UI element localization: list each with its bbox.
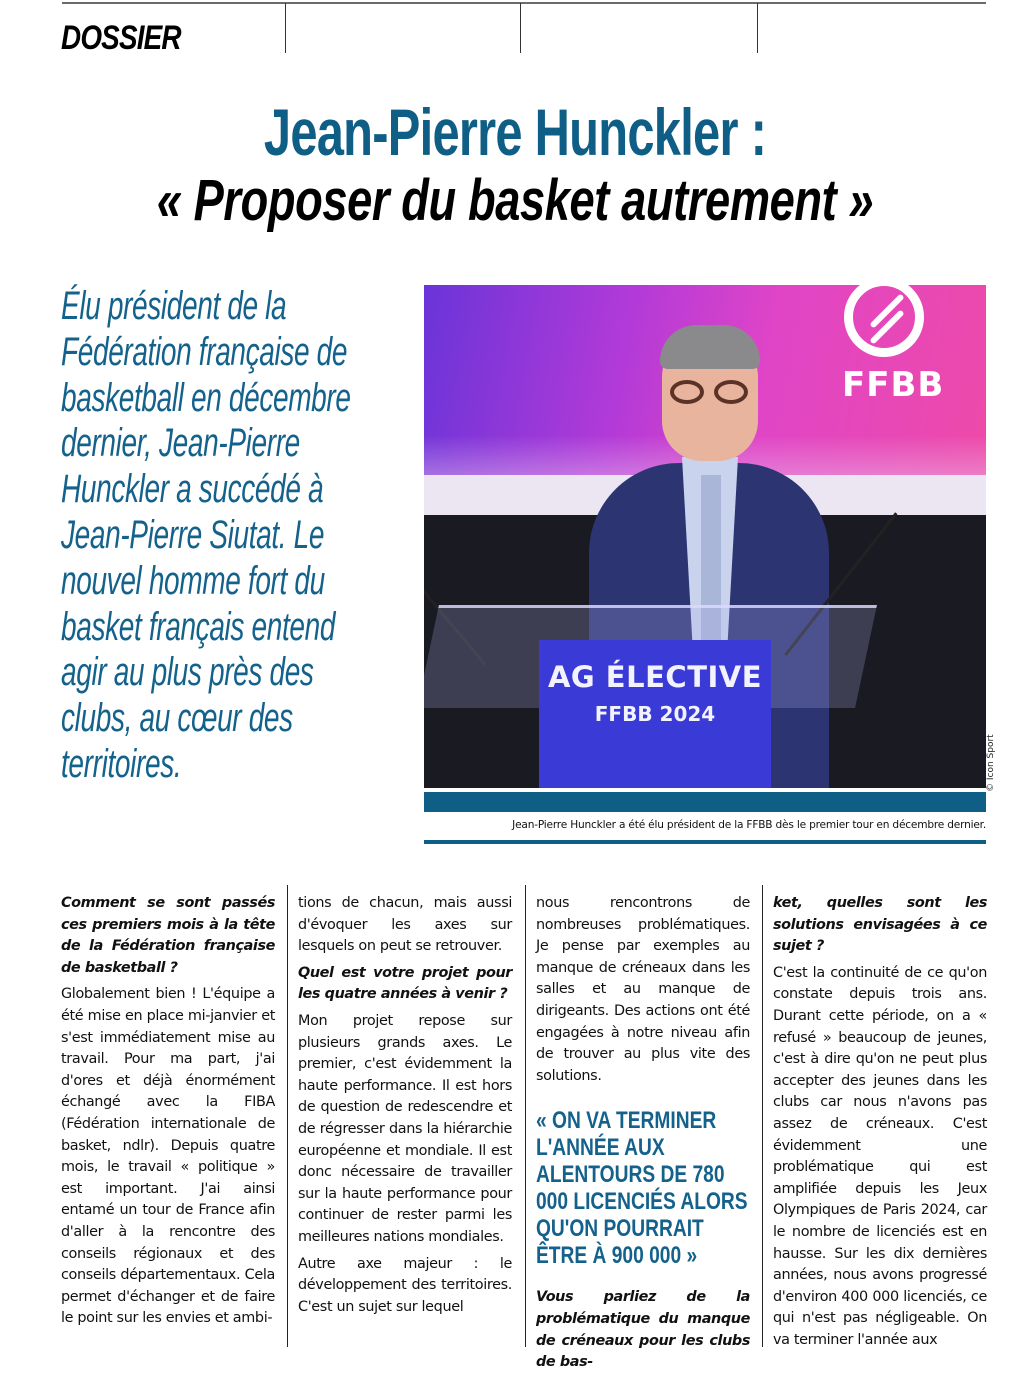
interview-question: Comment se sont passés ces premiers mois à la tête de la Fédération française de basketball ? (61, 895, 275, 976)
lectern-panel (539, 640, 771, 788)
lectern-subtitle: FFBB 2024 (594, 702, 716, 726)
column-divider (287, 885, 288, 1347)
lectern-title: AG ÉLECTIVE (547, 660, 763, 694)
section-label: DOSSIER (61, 19, 181, 57)
interview-question: Quel est votre projet pour les quatre années à venir ? (298, 964, 512, 1003)
glasses-icon (670, 380, 704, 404)
article-column-1 (61, 893, 275, 1335)
interview-answer: tions de chacun, mais aussi d'évoquer les axes sur lesquels on peut se retrouver. (298, 895, 512, 955)
column-divider (525, 885, 526, 1347)
caption-bar (424, 792, 986, 812)
interview-answer: Mon projet repose sur plusieurs grands axes. Le premier, c'est évidemment la haute performance. Il est hors de question de redescendre et de régresser dans la hiérarchie européenne et mondiale. Il est donc nécessaire de travailler sur la haute performance pour continuer de rester parmi les meilleures nations mondiales. (298, 1012, 512, 1245)
article-column-2 (298, 893, 512, 1323)
column-divider (762, 885, 763, 1347)
interview-answer: nous rencontrons de nombreuses problématiques. Je pense par exemples au manque de créneaux dans les salles et au manque de dirigeants. Des actions ont été engagées à notre niveau afin de trouver au plus vite des solutions. (536, 895, 750, 1084)
interview-question: ket, quelles sont les solutions envisagées à ce sujet ? (773, 895, 987, 955)
headline (0, 96, 1030, 234)
header-divider (520, 3, 521, 53)
header-divider (285, 3, 286, 53)
interview-answer: C'est la continuité de ce qu'on constate depuis trois ans. Durant cette période, on a « refusé » beaucoup de jeunes, c'est à dire qu'on ne peut plus accepter des jeunes dans les clubs car nous n'avons pas assez de créneaux. C'est évidemment une problématique qui est amplifiée depuis les Jeux Olympiques de Paris 2024, car le nombre de licenciés est en hausse. Sur les dix dernières années, nous avons progressé d'environ 400 000 licenciés, ce qui n'est pas négligeable. On va terminer l'année aux (773, 964, 987, 1348)
pull-quote: « ON VA TERMINER L'ANNÉE AUX ALENTOURS DE 780 000 LICENCIÉS ALORS QU'ON POURRAIT ÊTRE À 900 000 » (536, 1107, 748, 1270)
headline-name: Jean-Pierre Hunckler : (263, 95, 767, 169)
interview-question: Vous parliez de la problématique du manque de créneaux pour les clubs de bas- (536, 1289, 750, 1371)
ffbb-logo-text: FFBB (842, 365, 945, 405)
headline-quote: « Proposer du basket autrement » (156, 168, 874, 233)
caption-rule (424, 840, 986, 844)
article-column-3 (536, 893, 750, 1379)
article-intro: Élu président de la Fédération française de basketball en décembre dernier, Jean-Pierre Hunckler a succédé à Jean-Pierre Siutat. Le nouvel homme fort du basket français entend agir au plus près des clubs, au cœur des territoires. (61, 284, 351, 786)
interview-answer: Autre axe majeur : le développement des territoires. C'est un sujet sur lequel (298, 1255, 512, 1315)
speaker-hair (660, 325, 760, 369)
header-divider (757, 3, 758, 53)
header-rule (62, 2, 986, 4)
photo-credit: © Icon Sport (986, 734, 996, 792)
photo-caption: Jean-Pierre Hunckler a été élu président de la FFBB dès le premier tour en décembre dernier. (512, 819, 986, 831)
interview-answer: Globalement bien ! L'équipe a été mise en place mi-janvier et s'est immédiatement mise au travail. Pour ma part, j'ai d'ores et déjà énormément échangé avec la FIBA (Fédération internationale de basket, ndlr). Depuis quatre mois, le travail « politique » est important. J'ai ainsi entamé un tour de France afin d'aller à la rencontre des conseils régionaux et des conseils départementaux. Cela permet d'échanger et de faire le point sur les envies et ambi- (61, 986, 275, 1327)
article-photo (424, 285, 986, 788)
glasses-icon (714, 380, 748, 404)
article-column-4 (773, 893, 987, 1356)
